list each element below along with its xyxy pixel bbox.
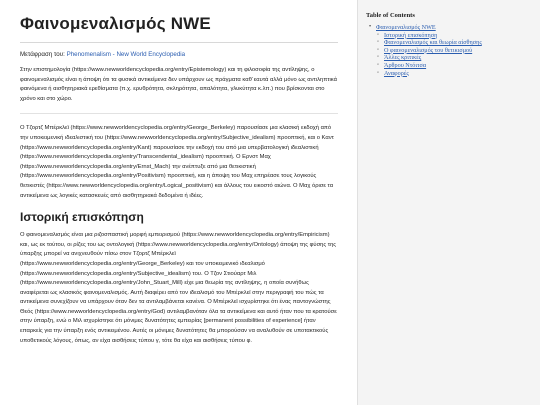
translation-source-link[interactable]: Phenomenalism - New World Encyclopedia xyxy=(66,51,186,58)
toc-list xyxy=(366,24,532,77)
toc-item xyxy=(384,54,532,62)
toc-item xyxy=(384,62,532,70)
table-of-contents-sidebar xyxy=(357,0,540,405)
paragraph-berkeley-kant-mach: Ο Τζορτζ Μπέρκλεϊ (https://www.newworldencyclopedia.org/entry/George_Berkeley) παρουσίασε μια κλασική εκδοχή από την υποκειμενική ιδεαλιστική του (https://www.newworldencyclopedia.org/entry/Subjective_idealism) προοπτική, και ο Καντ (https://www.newworldencyclopedia.org/entry/Kant) παρουσίασε την εκδοχή του από μια υπερβατολογική ιδεαλιστική (https://www.newworldencyclopedia.org/entry/Transcendental_idealism) προοπτική. Ο Ερνστ Μαχ (https://www.newworldencyclopedia.org/entry/Ernst_Mach) την ανέπτυξε από μια θετικιστική (https://www.newworldencyclopedia.org/entry/Positivism) προοπτική, και η άποψη του Μαχ επηρέασε τους λογικούς θετικιστές (https://www.newworldencyclopedia.org/entry/Logical_positivism) και άλλους του εικοστό αιώνα. Ο Μαχ όρισε τα αντικείμενα ως λογικές κατασκευές από αισθητηριακά δεδομένα ή ιδέες. xyxy=(20,125,334,199)
toc-link-references[interactable]: Αναφορές xyxy=(384,69,409,77)
paragraph-intro: Στην επιστημολογία (https://www.newworldencyclopedia.org/entry/Epistemology) και τη φιλοσοφία της αντίληψης, ο φαινομεναλισμός είναι η άποψη ότι τα φυσικά αντικείμενα δεν υπάρχουν ως πράγματα καθ᾽εαυτά αλλά μόνο ως αντιληπτικά φαινόμενα ή αισθητηριακά ερεθίσματα (π.χ. ερυθρότητα, σκληρότητα, απαλότητα, γλυκύτητα κ.λπ.) που βρίσκονται στο χρόνο και στο χώρο. xyxy=(20,67,337,102)
title-divider xyxy=(20,42,338,43)
article-content xyxy=(20,14,338,355)
toc-link-sensation-theory[interactable]: Φαινομεναλισμός και θεωρία αίσθησης xyxy=(384,39,482,47)
toc-link-positivism[interactable]: Ο φαινομεναλισμός του θετικισμού xyxy=(384,46,473,54)
translation-prefix: Μετάφραση του: xyxy=(20,51,65,58)
toc-link-deutsch-article[interactable]: Άρθρου Ντόιτσα xyxy=(384,61,427,69)
toc-link-historical-overview[interactable]: Ιστορική επισκόπηση xyxy=(384,31,438,39)
toc-sublist xyxy=(376,32,532,78)
toc-item xyxy=(384,32,532,40)
page-title: Φαινομεναλισμός NWE xyxy=(20,14,211,33)
section-heading-historical-overview: Ιστορική επισκόπηση xyxy=(20,210,144,225)
paragraph-divider xyxy=(20,113,338,114)
toc-link-other-criticisms[interactable]: Άλλες κριτικές xyxy=(384,54,422,62)
toc-link-main[interactable]: Φαινομεναλισμός NWE xyxy=(376,24,436,31)
paragraph-historical-overview: Ο φαινομεναλισμός είναι μια ριζοσπαστική μορφή εμπειρισμού (https://www.newworldencyclopedia.org/entry/Empiricism) και, ως εκ τούτου, οι ρίζες του ως οντολογική (https://www.newworldencyclopedia.org/entry/Ontology) άποψη της φύσης της ύπαρξης μπορεί να ανιχνευθούν πίσω στον Τζορτζ Μπέρκλεϊ (https://www.newworldencyclopedia.org/entry/George_Berkeley) και τον υποκειμενικό ιδεαλισμό (https://www.newworldencyclopedia.org/entry/Subjective_idealism) του. Ο Τζον Στιούαρτ Μιλ (https://www.newworldencyclopedia.org/entry/John_Stuart_Mill) είχε μια θεωρία της αντίληψης, η οποία συνήθως αναφέρεται ως κλασικός φαινομεναλισμός. Αυτή διαφέρει από τον ιδεαλισμό του Μπέρκλεϊ στην περιγραφή του πώς τα αντικείμενα συνεχίζουν να υπάρχουν όταν δεν τα αντιλαμβάνεται κανένα. Ο Μπέρκλεϊ ισχυρίστηκε ότι ένας παντογνώστης Θεός (https://www.newworldencyclopedia.org/entry/God) αντιλαμβανόταν όλα τα αντικείμενα και αυτό ήταν που τα κρατούσε στην ύπαρξη, ενώ ο Μιλ ισχυρίστηκε ότι μόνιμες δυνατότητες εμπειρίας [permanent possibilities of experience] ήταν επαρκείς για την ύπαρξη ενός αντικειμένου. Αυτές οι μόνιμες δυνατότητες θα μπορούσαν να αναλυθούν σε υποτακτικούς υποθετικούς λόγους, όπως, αν είχα αισθήσεις τύπου γ, τότε θα είχα και αισθήσεις τύπου φ. xyxy=(20,232,337,344)
toc-title: Table of Contents xyxy=(366,12,415,19)
toc-item xyxy=(384,70,532,78)
toc-item-main xyxy=(376,24,532,77)
toc-item xyxy=(384,47,532,55)
toc-item xyxy=(384,39,532,47)
translation-line xyxy=(20,51,338,58)
